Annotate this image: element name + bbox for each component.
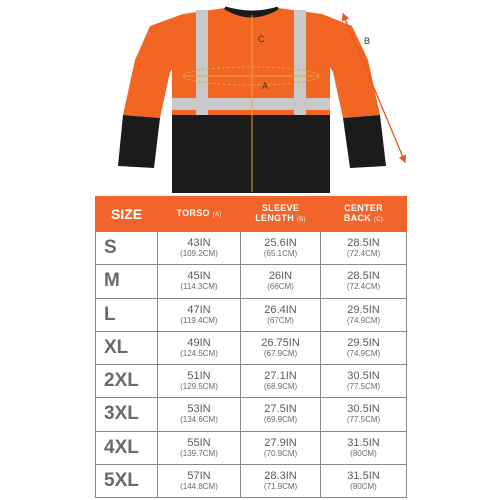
label-a: A: [262, 81, 269, 91]
back-cell: 31.5IN (80CM): [321, 464, 407, 497]
label-c: C: [258, 34, 265, 44]
shirt-body-black: [172, 115, 330, 193]
label-b: B: [364, 36, 371, 46]
shirt-measurement-diagram: [0, 0, 500, 195]
table-row: [96, 464, 407, 497]
torso-cell: 57IN (144.8CM): [158, 464, 241, 497]
right-cuff-black: [343, 115, 386, 168]
back-cell: 28.5IN (72.4CM): [321, 265, 407, 298]
back-cell: 29.5IN (74.9CM): [321, 331, 407, 364]
size-label: XL: [96, 331, 158, 364]
back-cell: 31.5IN (80CM): [321, 431, 407, 464]
table-header-row: [96, 197, 407, 232]
back-cell: 30.5IN (77.5CM): [321, 398, 407, 431]
long-sleeve-shirt-illustration: [0, 0, 500, 195]
torso-cell: 43IN (109.2CM): [158, 232, 241, 265]
size-label: 4XL: [96, 431, 158, 464]
table-row: [96, 265, 407, 298]
reflective-stripe-horizontal: [172, 98, 330, 110]
table-row: [96, 398, 407, 431]
header-sleeve-length: SLEEVE LENGTH (B): [241, 197, 321, 232]
table-row: [96, 365, 407, 398]
size-label: 5XL: [96, 464, 158, 497]
table-row: [96, 232, 407, 265]
size-chart-table: [95, 196, 407, 498]
table-row: [96, 298, 407, 331]
sleeve-cell: 26IN (66CM): [241, 265, 321, 298]
left-cuff-black: [118, 115, 160, 168]
size-label: L: [96, 298, 158, 331]
torso-cell: 53IN (134.6CM): [158, 398, 241, 431]
back-cell: 29.5IN (74.9CM): [321, 298, 407, 331]
size-label: S: [96, 232, 158, 265]
torso-cell: 51IN (129.5CM): [158, 365, 241, 398]
size-label: M: [96, 265, 158, 298]
sleeve-cell: 27.9IN (70.9CM): [241, 431, 321, 464]
table-row: [96, 431, 407, 464]
header-torso: TORSO (A): [158, 197, 241, 232]
header-size: SIZE: [96, 197, 158, 232]
sleeve-cell: 25.6IN (65.1CM): [241, 232, 321, 265]
torso-cell: 45IN (114.3CM): [158, 265, 241, 298]
back-cell: 28.5IN (72.4CM): [321, 232, 407, 265]
sleeve-cell: 26.4IN (67CM): [241, 298, 321, 331]
torso-cell: 55IN (139.7CM): [158, 431, 241, 464]
sleeve-cell: 26.75IN (67.9CM): [241, 331, 321, 364]
size-label: 3XL: [96, 398, 158, 431]
right-sleeve: [322, 14, 380, 118]
sleeve-cell: 27.1IN (68.9CM): [241, 365, 321, 398]
torso-cell: 49IN (124.5CM): [158, 331, 241, 364]
header-center-back: CENTER BACK (C): [321, 197, 407, 232]
size-label: 2XL: [96, 365, 158, 398]
table-row: [96, 331, 407, 364]
back-cell: 30.5IN (77.5CM): [321, 365, 407, 398]
torso-cell: 47IN (119.4CM): [158, 298, 241, 331]
sleeve-cell: 27.5IN (69.9CM): [241, 398, 321, 431]
sleeve-cell: 28.3IN (71.9CM): [241, 464, 321, 497]
